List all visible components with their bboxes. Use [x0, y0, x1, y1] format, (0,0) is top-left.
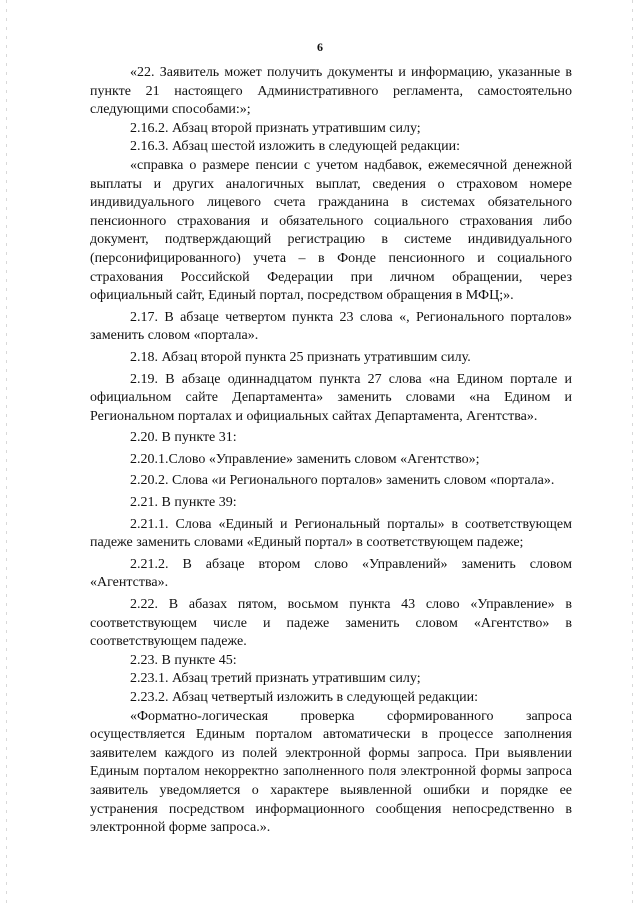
paragraph-2-21-1: 2.21.1. Слова «Единый и Региональный порталы» в соответствующем падеже заменить словами «Единый портал» в соответствующем падеже; [90, 516, 572, 551]
paragraph-2-18: 2.18. Абзац второй пункта 25 признать утратившим силу. [130, 349, 471, 365]
page-number: 6 [317, 40, 323, 54]
paragraph-2-20-2: 2.20.2. Слова «и Регионального порталов» заменить словом «портала». [130, 473, 555, 489]
paragraph-2-21: 2.21. В пункте 39: [130, 495, 237, 511]
scan-edge-left [6, 0, 7, 905]
paragraph-2-22: 2.22. В абазах пятом, восьмом пункта 43 слово «Управление» в соответствующем числе и падеже заменить словом «Агентство» в соответствующем падеже. [90, 597, 572, 650]
paragraph-2-19: 2.19. В абзаце одиннадцатом пункта 27 слова «на Едином портале и официальном сайте Департамента» заменить словами «на Едином и Региональном порталах и официальных сайтах Департамента, Агентства». [90, 371, 572, 424]
document-body [90, 64, 572, 838]
paragraph-format-logic-check: «Форматно-логическая проверка сформированного запроса осуществляется Единым порталом автоматически в процессе заполнения заявителем каждого из полей электронной формы запроса. При выявлении Единым порталом некорректно заполненного поля электронной формы запроса заявитель уведомляется о характере выявленной ошибки и порядке ее устранения посредством информационного сообщения непосредственно в электронной форме запроса.». [90, 708, 572, 836]
paragraph-2-23: 2.23. В пункте 45: [130, 652, 237, 668]
paragraph-item-22: «22. Заявитель может получить документы и информацию, указанные в пункте 21 настоящего Административного регламента, самостоятельно следующими способами:»; [90, 65, 572, 118]
paragraph-2-20-1: 2.20.1.Слово «Управление» заменить словом «Агентство»; [130, 451, 480, 467]
paragraph-2-16-3: 2.16.3. Абзац шестой изложить в следующей редакции: [130, 139, 461, 155]
paragraph-2-23-1: 2.23.1. Абзац третий признать утратившим силу; [130, 671, 421, 687]
paragraph-2-20: 2.20. В пункте 31: [130, 430, 237, 446]
paragraph-2-17: 2.17. В абзаце четвертом пункта 23 слова «, Регионального порталов» заменить словом «портала». [90, 309, 572, 344]
paragraph-2-16-2: 2.16.2. Абзац второй признать утратившим силу; [130, 120, 421, 136]
paragraph-2-23-2: 2.23.2. Абзац четвертый изложить в следующей редакции: [130, 690, 478, 705]
paragraph-pension-certificate: «справка о размере пенсии с учетом надбавок, ежемесячной денежной выплаты и других аналогичных выплат, сведения о страховом номере индивидуального лицевого счета гражданина в системах обязательного пенсионного страхования и обязательного социального страхования либо документ, подтверждающий регистрацию в системе индивидуального (персонифицированного) учета – в Фонде пенсионного и социального страхования Российской Федерации при личном обращении, через официальный сайт, Единый портал, посредством обращения в МФЦ;». [90, 157, 572, 304]
scan-edge-right [632, 0, 633, 905]
paragraph-2-21-2: 2.21.2. В абзаце втором слово «Управлений» заменить словом «Агентства». [90, 556, 572, 591]
